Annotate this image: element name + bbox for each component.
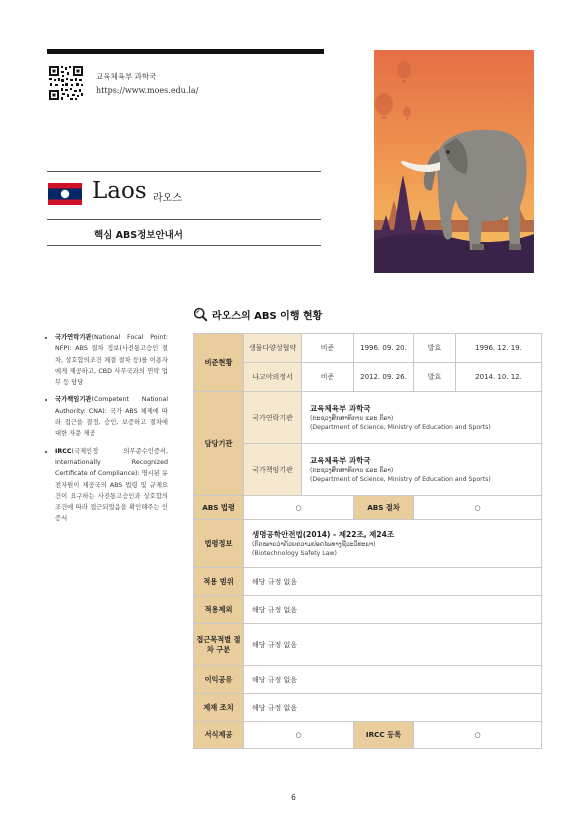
page-number: 6 xyxy=(291,793,296,802)
divider xyxy=(47,171,321,172)
authority-detail: 교육체육부 과학국 (ກະຊວງສຶກສາທິການ ແລະ ກິລາ) (Department of Science, Ministry of Education and Sports) xyxy=(302,392,542,444)
divider xyxy=(47,245,321,246)
treaty-effect: 발효 xyxy=(414,363,456,392)
table-row xyxy=(194,624,542,666)
table-row xyxy=(194,363,542,392)
abs-procedure-label: ABS 절차 xyxy=(354,496,414,520)
ircc-value: ○ xyxy=(414,722,542,749)
country-name-en: Laos xyxy=(92,178,147,204)
ratification-label: 비준현황 xyxy=(194,334,244,392)
access-purpose-value: 해당 규정 없음 xyxy=(244,624,542,666)
table-row xyxy=(194,568,542,596)
benefit-sharing-label: 이익공유 xyxy=(194,666,244,694)
treaty-date: 2012. 09. 26. xyxy=(354,363,414,392)
table-row xyxy=(194,392,542,444)
treaty-effect-date: 2014. 10. 12. xyxy=(456,363,542,392)
table-row xyxy=(194,722,542,749)
authority-label: 담당기관 xyxy=(194,392,244,496)
authority-detail: 교육체육부 과학국 (ກະຊວງສຶກສາທິການ ແລະ ກິລາ) (Department of Science, Ministry of Education and Sports) xyxy=(302,444,542,496)
treaty-effect: 발효 xyxy=(414,334,456,363)
scope-label: 적용 범위 xyxy=(194,568,244,596)
authority-type: 국가연락기관 xyxy=(244,392,302,444)
org-name: 교육체육부 과학국 xyxy=(96,72,157,81)
treaty-name: 나고야의정서 xyxy=(244,363,302,392)
sanctions-value: 해당 규정 없음 xyxy=(244,694,542,722)
forms-label: 서식제공 xyxy=(194,722,244,749)
authority-type: 국가책임기관 xyxy=(244,444,302,496)
exclusion-value: 해당 규정 없음 xyxy=(244,596,542,624)
legal-info-detail: 생명공학안전법(2014) - 제22조, 제24조 (ກົດໝາຍວ່າດ້ວຍຄວາມປອດໄພທາງຊີວະວິທະຍາ) (Biotechnology Safety Law) xyxy=(244,520,542,568)
table-row xyxy=(194,666,542,694)
table-row xyxy=(194,520,542,568)
abs-procedure-value: ○ xyxy=(414,496,542,520)
glossary-item: • 국가책임기관(Competent National Authority: CNA): 국가 ABS 체제에 따라 접근을 결정, 승인, 보증하고 절차에 대한 자문 제공 xyxy=(55,394,168,439)
abs-law-value: ○ xyxy=(244,496,354,520)
glossary-notes xyxy=(48,332,168,531)
org-url[interactable]: https://www.moes.edu.la/ xyxy=(96,86,199,95)
guide-subtitle: 핵심 ABS정보안내서 xyxy=(94,230,183,241)
table-row xyxy=(194,496,542,520)
exclusion-label: 적용제외 xyxy=(194,596,244,624)
treaty-effect-date: 1996. 12. 19. xyxy=(456,334,542,363)
ircc-label: IRCC 등록 xyxy=(354,722,414,749)
forms-value: ○ xyxy=(244,722,354,749)
hero-elephant-illustration xyxy=(374,50,534,273)
benefit-sharing-value: 해당 규정 없음 xyxy=(244,666,542,694)
scope-value: 해당 규정 없음 xyxy=(244,568,542,596)
section-title: 라오스의 ABS 이행 현황 xyxy=(193,307,322,322)
treaty-status: 비준 xyxy=(302,363,354,392)
treaty-name: 생물다양성협약 xyxy=(244,334,302,363)
legal-info-label: 법령정보 xyxy=(194,520,244,568)
divider xyxy=(47,219,321,220)
abs-law-label: ABS 법령 xyxy=(194,496,244,520)
country-name-ko: 라오스 xyxy=(153,193,182,204)
abs-status-table xyxy=(193,333,542,749)
top-rule xyxy=(47,49,324,54)
glossary-item: • 국가연락기관(National Focal Point: NFP): ABS 절차 정보(사전통고승인 절차, 상호합의조건 체결 절차 등)를 이용자에게 제공하고, CBD 사무국과의 연락 업무 등 담당 xyxy=(55,332,168,388)
table-row xyxy=(194,694,542,722)
table-row xyxy=(194,334,542,363)
table-row xyxy=(194,444,542,496)
qr-code-icon xyxy=(48,65,84,101)
laos-flag-icon xyxy=(48,183,82,205)
magnifier-icon xyxy=(193,307,208,322)
treaty-status: 비준 xyxy=(302,334,354,363)
sanctions-label: 제재 조치 xyxy=(194,694,244,722)
treaty-date: 1996. 09. 20. xyxy=(354,334,414,363)
glossary-item: • IRCC(국제인정 의무준수인증서, Internationally Recognized Certificate of Compliance): 명시된 유전자원이 제공국의 ABS 법령 및 규제요건이 요구하는 사전통고승인과 상호합의조건에 따라 접근되었음을 확인해주는 인증서 xyxy=(55,446,168,525)
table-row xyxy=(194,596,542,624)
access-purpose-label: 접근목적별 절차 구분 xyxy=(194,624,244,666)
